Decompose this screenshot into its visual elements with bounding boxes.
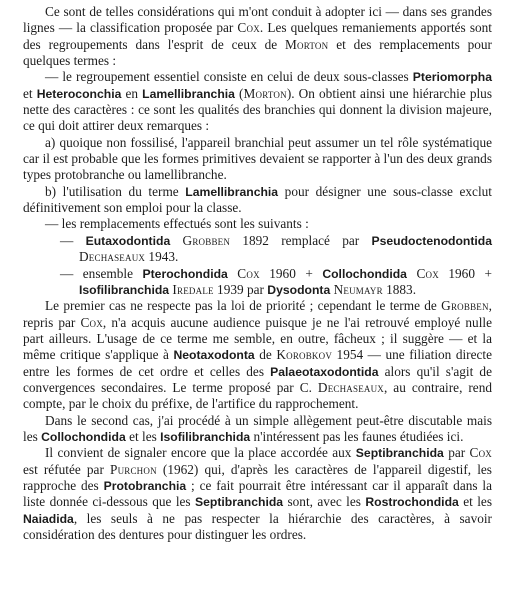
text-run: et des remplacements pour quelques termes :	[23, 36, 492, 69]
list-item-eutaxodontida	[23, 233, 492, 266]
paragraph-remark-a	[23, 135, 492, 184]
taxon-name: Isofilibranchida	[79, 282, 170, 297]
taxon-name: Lamellibranchia	[142, 86, 235, 101]
text-run	[170, 233, 182, 248]
taxon-name: Palaeotaxodontida	[270, 364, 379, 379]
text-run: et	[23, 85, 37, 101]
text-run: 1939 par	[213, 281, 268, 297]
taxon-name: Rostrochondida	[365, 495, 459, 510]
text-run: pour désigner une sous-classe exclut définitivement son emploi pour la classe.	[23, 183, 492, 216]
text-run: Ce sont de telles considérations qui m'ont conduit à adopter ici — dans ses grandes lignes — la classification proposée par	[23, 4, 492, 36]
author-name: Grobben	[441, 298, 489, 314]
list-item-dysodonta	[23, 266, 492, 299]
author-name: Korobkov	[276, 347, 333, 363]
text-run: en	[121, 85, 143, 101]
taxon-name: Lamellibranchia	[185, 184, 279, 199]
text-run: Il convient de signaler encore que la place accordée aux	[45, 445, 356, 461]
text-run: (	[234, 85, 244, 101]
text-run: . Les quelques remaniements apportés sont des regroupements dans l'esprit de ceux de	[23, 20, 492, 52]
text-run: a) quoique non fossilisé, l'appareil branchial peut assumer un tel rôle systématique car il est probable que les formes primitives devaient se rapporter à l'un des deux grands types protobranche ou lamellibranche.	[23, 134, 492, 183]
paragraph-remplacements	[23, 216, 492, 232]
text-run: — ensemble	[60, 265, 143, 281]
author-name: Cox	[237, 265, 260, 281]
taxon-name: Neotaxodonta	[173, 348, 255, 363]
text-run: , repris par	[23, 298, 492, 330]
author-name: Dechaseaux	[317, 379, 384, 395]
text-run: Dans le second cas, j'ai procédé à un simple allègement peut-être discutable mais les	[23, 412, 492, 444]
text-run: 1892 remplacé par	[230, 232, 372, 248]
paragraph-intro	[23, 4, 492, 69]
taxon-name: Pseudoctenodontida	[371, 233, 493, 248]
text-run: n'intéressent pas les faunes étudiées ici.	[250, 428, 464, 444]
text-run: de	[254, 347, 277, 363]
author-name: Neumayr	[333, 281, 383, 297]
paragraph-regroupement	[23, 69, 492, 134]
text-run: et les	[125, 428, 161, 444]
text-run: — les remplacements effectués sont les suivants :	[45, 216, 309, 232]
text-run: ). On obtient ainsi une hiérarchie plus nette des caractères : ce sont les qualités des branchies qui donnent la division majeure, ce qui doit attirer deux remarques :	[23, 85, 492, 134]
text-run: sont, avec les	[283, 494, 366, 510]
author-name: Dechaseaux	[79, 249, 146, 265]
paragraph-remark-b	[23, 184, 492, 217]
author-name: Cox	[80, 314, 103, 330]
taxon-name: Collochondida	[322, 266, 407, 281]
text-run: b) l'utilisation du terme	[45, 183, 186, 199]
text-run: 1943.	[145, 249, 179, 265]
taxon-name: Eutaxodontida	[85, 233, 171, 248]
taxon-name: Naiadida	[23, 511, 74, 526]
paragraph-septibranchida	[23, 445, 492, 543]
text-run: , au contraire, rend compte, par le choix du préfixe, de l'artifice du rapprochement.	[23, 379, 493, 412]
taxon-name: Heteroconchia	[36, 86, 122, 101]
text-run: ; ce fait pourrait être intéressant car il apparaît dans la liste donnée ci-dessous que les	[23, 477, 492, 510]
taxon-name: Pterochondida	[142, 266, 228, 281]
text-run: , n'a acquis aucune audience puisque je ne l'ai retrouvé employé nulle part ailleurs. L'usage de ce terme me semble, en outre, fâcheux ; il suggère — et la même critique s'applique à	[23, 314, 492, 363]
text-run: — le regroupement essentiel consiste en celui de deux sous-classes	[45, 69, 413, 85]
author-name: Morton	[243, 85, 287, 101]
author-name: Cox	[416, 265, 439, 281]
taxon-name: Protobranchia	[103, 478, 187, 493]
author-name: Cox	[469, 445, 492, 461]
taxon-name: Isofilibranchida	[160, 429, 251, 444]
text-run: , les seuls à ne pas respecter la hiérarchie des caractères, à savoir considération des dentures pour distinguer les ordres.	[23, 510, 492, 542]
author-name: Cox	[237, 20, 260, 36]
text-run: 1960 +	[438, 265, 492, 281]
paragraph-premier-cas	[23, 298, 492, 412]
text-run	[228, 266, 237, 281]
text-run: alors qu'il s'agit de convergences secondaires. Le terme proposé par C.	[23, 363, 492, 395]
taxon-name: Dysodonta	[267, 282, 331, 297]
taxon-name: Septibranchida	[195, 495, 284, 510]
text-run: par	[443, 445, 470, 461]
taxon-name: Septibranchida	[355, 446, 444, 461]
text-run	[407, 266, 416, 281]
taxon-name: Pteriomorpha	[412, 70, 492, 85]
author-name: Purchon	[109, 461, 157, 477]
text-run: —	[60, 232, 86, 248]
paragraph-second-cas	[23, 413, 492, 446]
text-run: (1962) qui, d'après les caractères de l'appareil digestif, les rapproche des	[23, 461, 492, 493]
text-run: et les	[458, 494, 492, 510]
text-run: 1960 +	[259, 265, 323, 281]
text-run: Le premier cas ne respecte pas la loi de priorité ; cependant le terme de	[45, 298, 442, 314]
text-run: 1883.	[382, 281, 417, 297]
text-run: 1954 — une filiation directe entre les formes de cet ordre et celles des	[23, 347, 492, 379]
author-name: Grobben	[182, 232, 231, 248]
author-name: Morton	[285, 36, 329, 52]
author-name: Iredale	[172, 281, 214, 297]
text-run: est réfutée par	[23, 461, 110, 477]
taxon-name: Collochondida	[41, 429, 126, 444]
